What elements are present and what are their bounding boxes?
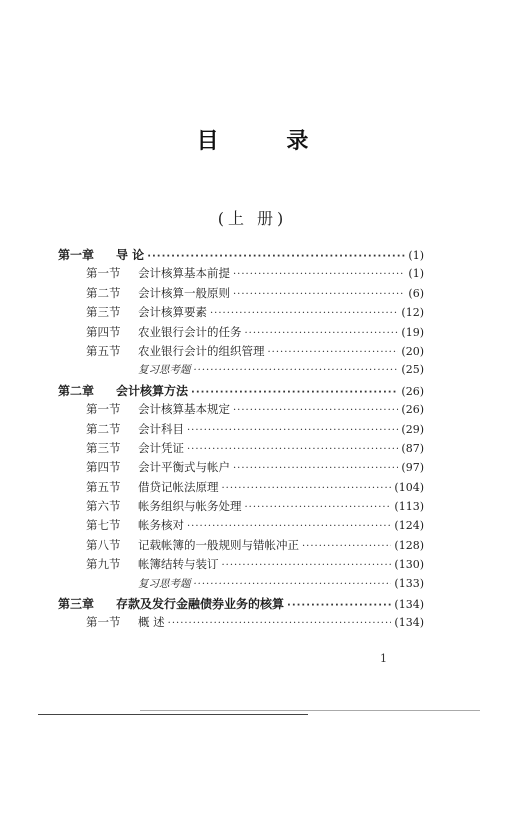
toc-entry-page: (1) — [408, 249, 424, 262]
toc-entry-section — [58, 440, 424, 459]
toc-entry-section — [58, 324, 424, 343]
toc-entry-number: 第八节 — [86, 537, 121, 552]
dot-leader — [210, 308, 398, 319]
toc-entry-title: 会计核算方法 — [116, 383, 189, 398]
toc-entry-number: 第一节 — [86, 402, 121, 417]
dot-leader — [287, 600, 391, 611]
dot-leader — [222, 483, 392, 494]
toc-entry-page: (26) — [401, 384, 424, 398]
table-of-contents — [58, 246, 424, 634]
toc-entry-number: 第二节 — [86, 421, 121, 436]
toc-entry-page: (134) — [394, 616, 424, 630]
dot-leader — [187, 425, 398, 436]
toc-entry-section — [58, 479, 424, 498]
bottom-rule-light — [140, 710, 480, 711]
toc-entry-title: 帐务组织与帐务处理 — [138, 499, 242, 514]
toc-entry-page: (113) — [394, 500, 424, 514]
toc-entry-page: (87) — [401, 441, 424, 455]
toc-entry-section — [58, 304, 424, 323]
toc-entry-number: 第一章 — [58, 248, 95, 262]
toc-entry-chapter — [58, 246, 424, 265]
dot-leader — [168, 618, 392, 629]
toc-entry-section — [58, 517, 424, 536]
toc-entry-chapter — [58, 595, 424, 614]
toc-entry-page: (97) — [401, 461, 424, 475]
toc-entry-number: 第五节 — [86, 343, 121, 358]
toc-entry-title: 复习思考题 — [138, 364, 191, 377]
toc-entry-title: 借贷记帐法原理 — [138, 479, 219, 494]
bottom-rule-dark — [38, 714, 308, 715]
dot-leader — [233, 463, 398, 474]
toc-entry-number: 第一节 — [86, 266, 121, 281]
dot-leader — [194, 579, 392, 590]
toc-entry-page: (133) — [394, 576, 424, 590]
toc-entry-number: 第三章 — [58, 597, 95, 612]
toc-entry-section — [58, 459, 424, 478]
dot-leader — [222, 560, 392, 571]
toc-entry-page: (1) — [408, 267, 424, 281]
dot-leader — [187, 444, 398, 455]
toc-entry-section — [58, 614, 424, 633]
toc-entry-section — [58, 537, 424, 556]
toc-entry-page: (19) — [401, 325, 424, 339]
toc-entry-title: 帐务核对 — [138, 518, 184, 533]
toc-entry-section — [58, 265, 424, 284]
dot-leader — [233, 269, 405, 280]
toc-entry-page: (12) — [401, 306, 424, 320]
toc-entry-number: 第一节 — [86, 615, 121, 630]
toc-entry-section — [58, 556, 424, 575]
dot-leader — [147, 251, 405, 262]
toc-entry-section — [58, 498, 424, 517]
toc-entry-title: 会计核算一般原则 — [138, 285, 230, 300]
toc-entry-number: 第七节 — [86, 518, 121, 533]
toc-entry-number: 第二节 — [86, 285, 121, 300]
volume-subtitle: (上 册) — [217, 209, 288, 228]
toc-entry-title: 会计核算基本前提 — [138, 266, 230, 281]
page-title: 目 录 — [196, 129, 339, 154]
toc-entry-title: 复习思考题 — [138, 577, 191, 590]
dot-leader — [191, 387, 398, 398]
page-number: 1 — [380, 652, 387, 665]
toc-entry-number: 第四节 — [86, 324, 121, 339]
toc-entry-section — [58, 401, 424, 420]
toc-entry-title: 会计平衡式与帐户 — [138, 460, 230, 475]
toc-entry-title: 存款及发行金融债券业务的核算 — [116, 597, 285, 612]
toc-entry-section — [58, 285, 424, 304]
toc-entry-number: 第三节 — [86, 305, 121, 320]
toc-entry-title: 会计核算基本规定 — [138, 402, 230, 417]
toc-entry-page: (128) — [394, 538, 424, 552]
toc-entry-title: 会计科目 — [138, 421, 184, 436]
toc-entry-page: (26) — [401, 403, 424, 417]
dot-leader — [187, 521, 391, 532]
toc-entry-page: (20) — [401, 344, 424, 358]
dot-leader — [233, 405, 398, 416]
toc-entry-title: 农业银行会计的组织管理 — [138, 343, 265, 358]
toc-entry-title: 会计核算要素 — [138, 305, 207, 320]
toc-entry-page: (25) — [401, 363, 424, 377]
toc-entry-page: (130) — [394, 558, 424, 572]
toc-entry-section — [58, 421, 424, 440]
toc-entry-page: (104) — [394, 480, 424, 494]
toc-entry-title: 导 论 — [116, 248, 145, 262]
dot-leader — [268, 347, 399, 358]
toc-entry-title: 概 述 — [138, 615, 165, 630]
dot-leader — [194, 365, 399, 376]
toc-entry-review — [58, 576, 424, 595]
dot-leader — [302, 541, 391, 552]
toc-entry-number: 第五节 — [86, 479, 121, 494]
toc-entry-chapter — [58, 382, 424, 401]
toc-entry-title: 帐簿结转与装订 — [138, 557, 219, 572]
toc-entry-title: 记载帐簿的一般规则与错帐冲正 — [138, 537, 299, 552]
toc-entry-page: (124) — [394, 519, 424, 533]
toc-entry-title: 会计凭证 — [138, 440, 184, 455]
toc-entry-number: 第二章 — [58, 383, 95, 398]
toc-entry-section — [58, 343, 424, 362]
toc-entry-number: 第三节 — [86, 440, 121, 455]
toc-entry-page: (29) — [401, 422, 424, 436]
toc-entry-page: (6) — [408, 286, 424, 300]
dot-leader — [245, 328, 399, 339]
toc-entry-review — [58, 362, 424, 381]
toc-entry-number: 第六节 — [86, 499, 121, 514]
dot-leader — [233, 289, 405, 300]
toc-entry-page: (134) — [394, 598, 424, 612]
toc-entry-number: 第四节 — [86, 460, 121, 475]
toc-entry-title: 农业银行会计的任务 — [138, 324, 242, 339]
dot-leader — [245, 502, 392, 513]
toc-entry-number: 第九节 — [86, 557, 121, 572]
